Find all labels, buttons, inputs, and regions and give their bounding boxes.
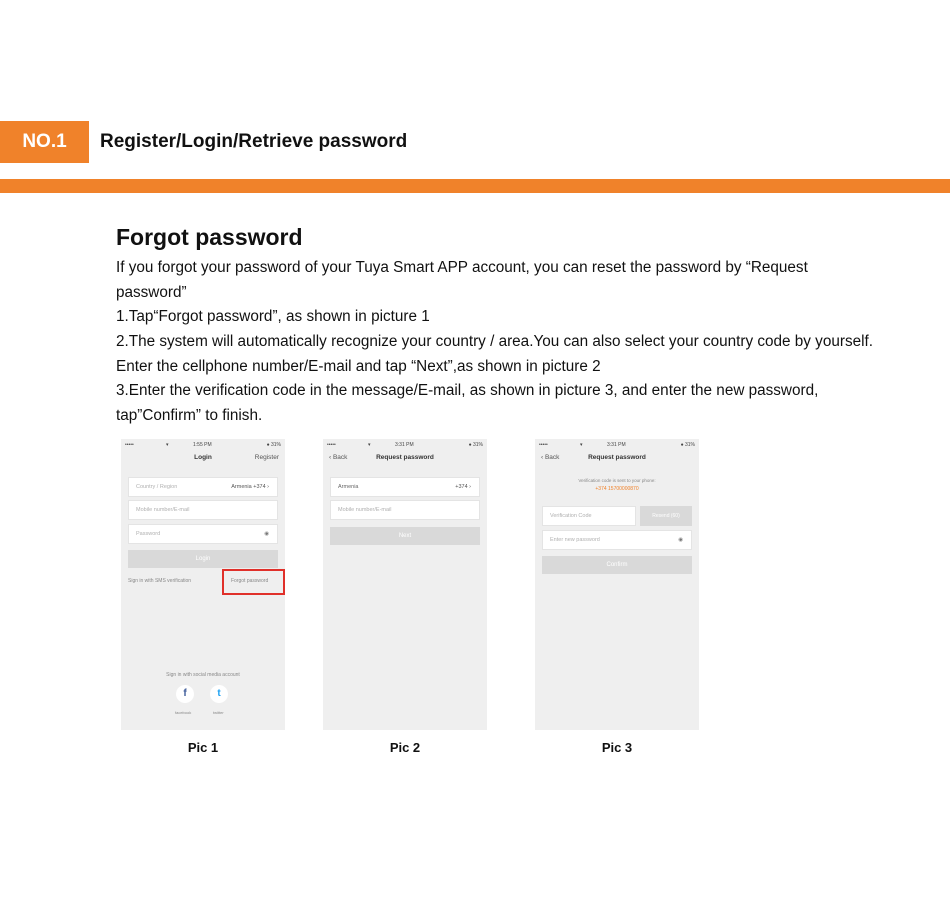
country-code: +374 ›: [455, 484, 471, 490]
battery-indicator: ● 31%: [468, 442, 483, 448]
nav-bar: [121, 451, 285, 465]
pic-2-caption: Pic 2: [389, 740, 421, 755]
step-3-text: 3.Enter the verification code in the message/E-mail, as shown in picture 3, and enter the new password, tap”Confirm” to finish.: [116, 382, 819, 424]
screenshot-verification: [535, 439, 699, 730]
phone-email-placeholder: Mobile number/E-mail: [338, 507, 392, 513]
step-2-text: 2.The system will automatically recognize your country / area.You can also select your country code by yourself. Enter the cellphone number/E-mail and tap “Next”,as shown in picture 2: [116, 333, 873, 375]
signal-indicator: •••••: [539, 442, 548, 448]
wifi-icon: ▾: [166, 442, 169, 448]
phone-number: +374 15700000870: [595, 486, 639, 492]
wifi-icon: ▾: [368, 442, 371, 448]
status-bar: [121, 439, 285, 449]
new-password-placeholder: Enter new password: [550, 537, 600, 543]
forgot-password-highlight: [222, 569, 285, 595]
nav-title: Request password: [376, 454, 434, 461]
forgot-password-link[interactable]: Forgot password: [231, 578, 269, 584]
register-button[interactable]: Register: [254, 454, 279, 461]
status-time: 3:31 PM: [395, 442, 414, 448]
twitter-label: twitter: [213, 710, 224, 715]
pic-3-caption: Pic 3: [601, 740, 633, 755]
eye-icon[interactable]: ◉: [678, 537, 683, 543]
password-placeholder: Password: [136, 531, 161, 537]
back-button[interactable]: ‹ Back: [541, 454, 560, 461]
screenshot-request-password: [323, 439, 487, 730]
battery-indicator: ● 31%: [680, 442, 695, 448]
status-bar: [323, 439, 487, 449]
signal-indicator: •••••: [327, 442, 336, 448]
login-button[interactable]: Login: [128, 550, 278, 568]
status-time: 3:31 PM: [607, 442, 626, 448]
sms-login-link[interactable]: Sign in with SMS verification: [128, 578, 192, 584]
new-password-input[interactable]: [542, 530, 692, 550]
password-input[interactable]: [128, 524, 278, 544]
nav-bar: [535, 451, 699, 465]
facebook-icon[interactable]: f: [176, 685, 194, 703]
country-value: Armenia: [338, 484, 359, 490]
facebook-label: facebook: [175, 710, 192, 715]
phone-email-placeholder: Mobile number/E-mail: [136, 507, 190, 513]
battery-indicator: ● 31%: [266, 442, 281, 448]
phone-email-input[interactable]: [330, 500, 480, 520]
resend-code-button[interactable]: Resend (60): [640, 506, 692, 526]
nav-title: Login: [194, 454, 212, 461]
pic-1-caption: Pic 1: [187, 740, 219, 755]
country-field[interactable]: [330, 477, 480, 497]
back-button[interactable]: ‹ Back: [329, 454, 348, 461]
section-title: Register/Login/Retrieve password: [100, 131, 408, 152]
country-region-field[interactable]: [128, 477, 278, 497]
signal-indicator: •••••: [125, 442, 134, 448]
nav-bar: [323, 451, 487, 465]
section-number-badge: NO.1: [0, 121, 89, 163]
page-heading: Forgot password: [116, 224, 303, 250]
country-label: Country / Region: [136, 484, 178, 490]
phone-email-input[interactable]: [128, 500, 278, 520]
confirm-button[interactable]: Confirm: [542, 556, 692, 574]
step-1-text: 1.Tap“Forgot password”, as shown in picture 1: [116, 308, 430, 325]
intro-paragraph: If you forgot your password of your Tuya Smart APP account, you can reset the password by “Request password”: [116, 259, 808, 301]
status-bar: [535, 439, 699, 449]
social-login-label: Sign in with social media account: [166, 672, 240, 678]
country-value: Armenia +374 ›: [231, 484, 269, 490]
verification-code-input[interactable]: [542, 506, 636, 526]
header-divider-bar: [0, 179, 950, 193]
nav-title: Request password: [588, 454, 646, 461]
wifi-icon: ▾: [580, 442, 583, 448]
status-time: 1:55 PM: [193, 442, 212, 448]
code-sent-message: Verification code is sent to your phone:: [578, 478, 656, 483]
twitter-icon[interactable]: t: [210, 685, 228, 703]
verification-code-placeholder: Verification Code: [550, 513, 592, 519]
next-button[interactable]: Next: [330, 527, 480, 545]
eye-icon[interactable]: ◉: [264, 531, 269, 537]
